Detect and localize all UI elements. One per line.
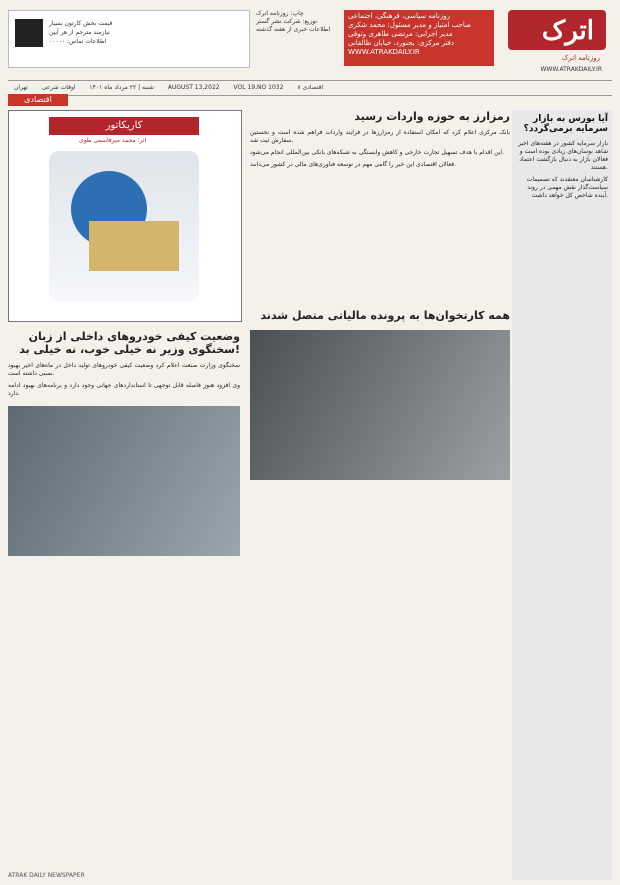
staff2-line: اطلاعات خبری از هفته گذشته xyxy=(256,26,331,33)
staff-line: صاحب امتیاز و مدیر مسئول: محمد شکری xyxy=(348,21,471,29)
car-factory-photo xyxy=(8,406,240,556)
staff2-line: چاپ: روزنامه اترک xyxy=(256,10,304,17)
qr-code-icon xyxy=(15,19,43,47)
staff-box xyxy=(344,10,494,66)
middle-column-title[interactable]: رمزارز به حوزه واردات رسید xyxy=(354,110,510,123)
footer-note: ATRAK DAILY NEWSPAPER xyxy=(8,872,85,879)
staff-line: روزنامه سیاسی، فرهنگی، اجتماعی xyxy=(348,12,451,20)
ad-box[interactable] xyxy=(8,10,250,68)
pencil-box-icon xyxy=(89,221,179,271)
logo-sub: روزنامه اترک xyxy=(562,54,600,62)
staff-line: مدیر اجرایی: مرتضی طاهری وثوقی xyxy=(348,30,453,38)
staff-line: دفتر مرکزی: بجنورد، خیابان طالقانی xyxy=(348,39,455,47)
ad-text xyxy=(49,19,112,46)
ad-line: نیازمند مترجم از هر آیین xyxy=(49,29,110,36)
date-item: اقتصادی ۸ xyxy=(297,84,324,91)
cartoon-box[interactable] xyxy=(8,110,242,322)
middle-column-subhead[interactable]: همه کارتخوان‌ها به پرونده مالیاتی متصل شدند xyxy=(260,309,510,322)
left-column-paragraph: وی افزود هنوز فاصله قابل توجهی تا استانداردهای جهانی وجود دارد و برنامه‌های بهبود ادامه دارد. xyxy=(8,382,240,397)
ad-line: اطلاعات تماس: ۰۰۰۰۰ xyxy=(49,38,107,45)
middle-column xyxy=(250,110,510,880)
logo-url: WWW.ATRAKDAILY.IR xyxy=(540,66,602,73)
date-item: اوقات شرعی xyxy=(41,84,76,91)
cartoon-art xyxy=(49,151,199,301)
right-column xyxy=(512,110,612,880)
date-item: شنبه | ۲۲ مرداد ماه ۱۴۰۱ xyxy=(89,84,154,91)
date-item: AUGUST 13,2022 xyxy=(167,84,220,91)
middle-column-paragraph: فعالان اقتصادی این خبر را گامی مهم در توسعه فناوری‌های مالی در کشور می‌دانند. xyxy=(250,161,457,168)
payment-terminal-photo xyxy=(250,330,510,480)
cartoon-title: کاریکاتور xyxy=(49,117,199,135)
staff2-line: توزیع: شرکت نشر گستر xyxy=(256,18,318,25)
left-column xyxy=(8,330,240,880)
left-column-paragraph: سخنگوی وزارت صنعت اعلام کرد وضعیت کیفی خودروهای تولید داخل در ماه‌های اخیر بهبود نسبی داشته است. xyxy=(8,362,240,377)
date-bar xyxy=(8,80,612,96)
middle-column-paragraph: این اقدام با هدف تسهیل تجارت خارجی و کاهش وابستگی به شبکه‌های بانکی بین‌المللی انجام می‌شود. xyxy=(250,149,505,156)
section-tag: اقتصادی xyxy=(8,94,68,106)
ad-line: قیمت بخش کارتون بسیار xyxy=(49,20,113,27)
logo-word: اترک xyxy=(541,16,594,46)
logo[interactable] xyxy=(502,6,612,76)
staff-line: WWW.ATRAKDAILY.IR xyxy=(348,48,420,56)
staff-box-secondary xyxy=(256,10,340,66)
masthead xyxy=(8,6,612,80)
date-item: تهران xyxy=(14,84,28,91)
right-column-title[interactable]: آیا بورس به بازار سرمایه برمی‌گردد؟ xyxy=(523,114,608,134)
cartoon-sub: اثر: محمد میرقاسمی طوی xyxy=(79,137,147,144)
middle-column-paragraph: بانک مرکزی اعلام کرد که امکان استفاده از رمزارزها در فرایند واردات فراهم شده است و نخستین سفارش ثبت شد. xyxy=(250,129,510,144)
right-column-paragraph: کارشناسان معتقدند که تصمیمات سیاست‌گذار نقش مهمی در روند آینده شاخص کل خواهد داشت. xyxy=(526,176,608,199)
date-item: VOL 19,NO 1032 xyxy=(233,84,284,91)
right-column-paragraph: بازار سرمایه کشور در هفته‌های اخیر شاهد نوسان‌های زیادی بوده است و فعالان بازار به دنبال بازگشت اعتماد هستند. xyxy=(518,140,608,171)
left-column-title[interactable]: وضعیت کیفی خودروهای داخلی از زبان سخنگوی وزیر نه خیلی خوب، نه خیلی بد! xyxy=(19,330,240,356)
